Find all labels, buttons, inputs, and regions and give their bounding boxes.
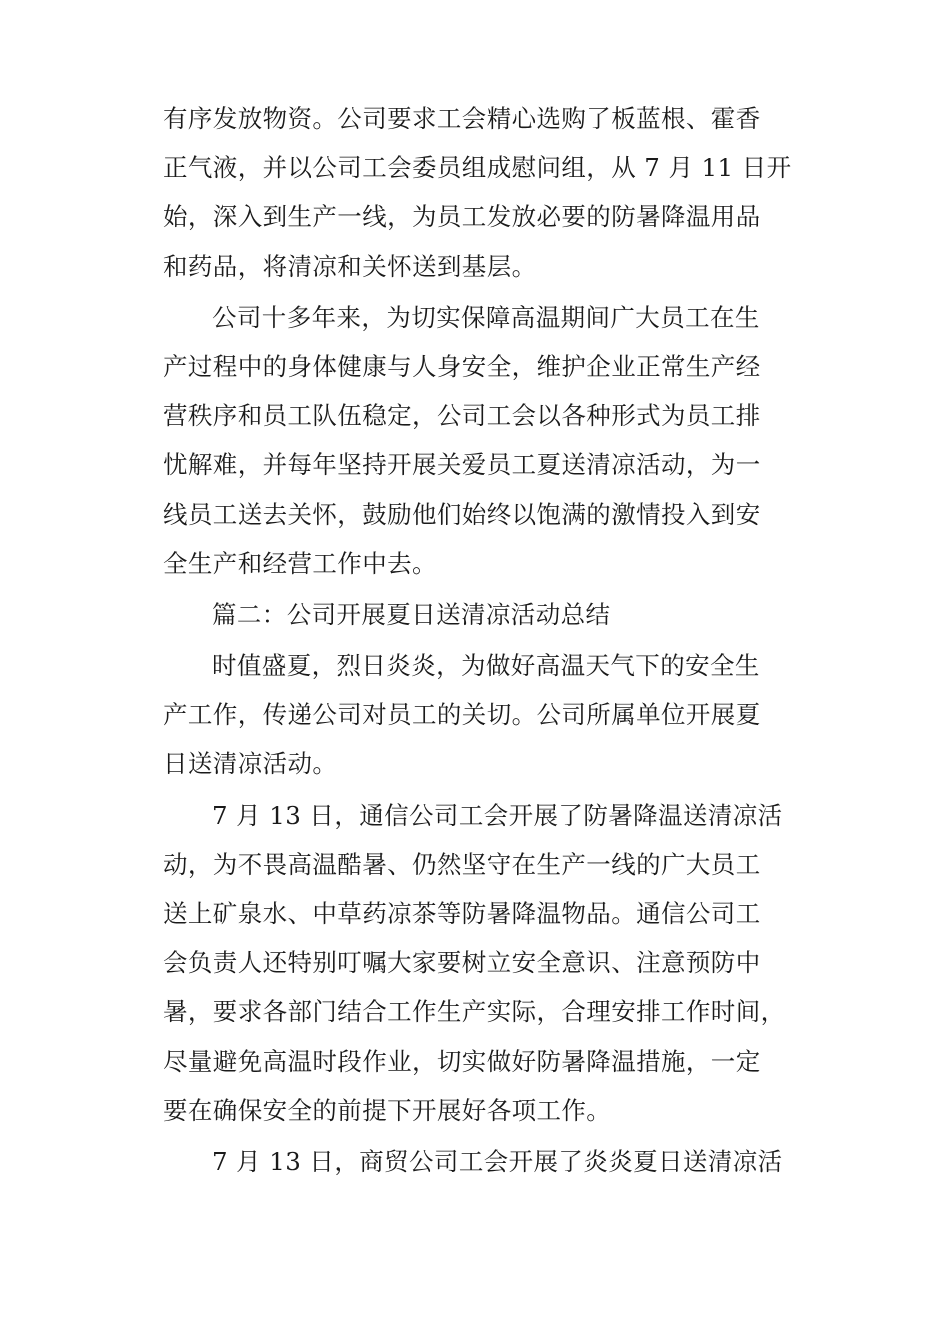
- text-line: 暑，要求各部门结合工作生产实际，合理安排工作时间，: [163, 997, 786, 1027]
- section-heading: [163, 590, 788, 639]
- text-line: 产过程中的身体健康与人身安全，维护企业正常生产经: [163, 351, 761, 381]
- text-line: 营秩序和员工队伍稳定，公司工会以各种形式为员工排: [163, 401, 761, 431]
- paragraph-2: [163, 293, 788, 588]
- text-line: 7 月 13 日，通信公司工会开展了防暑降温送清凉活: [212, 800, 783, 830]
- text-line: 全生产和经营工作中去。: [163, 548, 437, 578]
- text-line: 和药品，将清凉和关怀送到基层。: [163, 251, 537, 281]
- text-line: 正气液，并以公司工会委员组成慰问组，从 7 月 11 日开: [163, 153, 792, 183]
- text-line: 7 月 13 日，商贸公司工会开展了炎炎夏日送清凉活: [212, 1146, 783, 1176]
- paragraph-1: [163, 94, 792, 291]
- text-line: 产工作，传递公司对员工的关切。公司所属单位开展夏: [163, 700, 761, 730]
- text-line: 有序发放物资。公司要求工会精心选购了板蓝根、霍香: [163, 104, 761, 133]
- text-line: 公司十多年来，为切实保障高温期间广大员工在生: [212, 302, 760, 332]
- text-line: 尽量避免高温时段作业，切实做好防暑降温措施，一定: [163, 1046, 761, 1076]
- text-line: 会负责人还特别叮嘱大家要树立安全意识、注意预防中: [163, 948, 761, 978]
- text-line: 线员工送去关怀，鼓励他们始终以饱满的激情投入到安: [163, 499, 761, 529]
- document-body: [163, 94, 792, 1186]
- heading-line: 篇二：公司开展夏日送清凉活动总结: [212, 599, 611, 629]
- text-line: 时值盛夏，烈日炎炎，为做好高温天气下的安全生: [212, 651, 760, 681]
- text-line: 日送清凉活动。: [163, 749, 338, 779]
- text-line: 送上矿泉水、中草药凉茶等防暑降温物品。通信公司工: [163, 899, 761, 928]
- paragraph-5: [163, 791, 788, 1135]
- text-line: 忧解难，并每年坚持开展关爱员工夏送清凉活动，为一: [163, 450, 761, 480]
- paragraph-4: [163, 641, 788, 789]
- text-line: 始，深入到生产一线，为员工发放必要的防暑降温用品: [163, 202, 761, 232]
- paragraph-6: [163, 1137, 788, 1186]
- text-line: 动，为不畏高温酷暑、仍然坚守在生产一线的广大员工: [163, 849, 761, 879]
- text-line: 要在确保安全的前提下开展好各项工作。: [163, 1095, 612, 1125]
